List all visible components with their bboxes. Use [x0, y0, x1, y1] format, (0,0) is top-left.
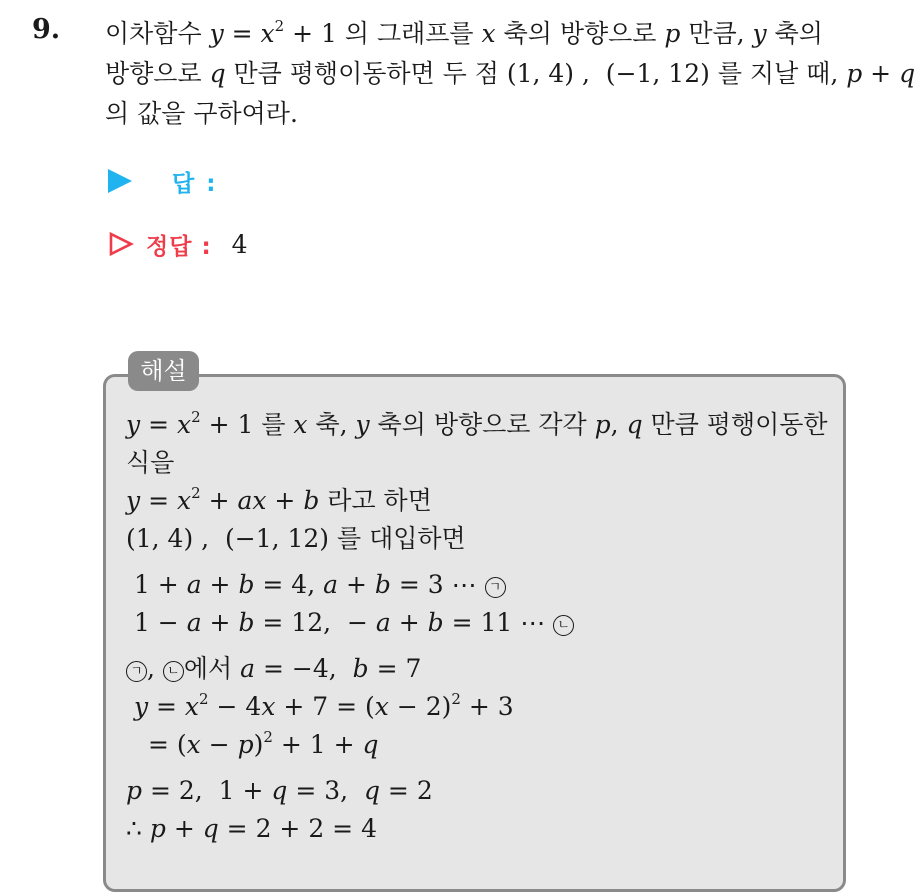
- correct-answer-label: 정답 :: [146, 233, 212, 260]
- solution-line: ㄱ , ㄴ 에서 a = −4, b = 7: [126, 650, 836, 688]
- question-line-3: 의 값을 구하여라.: [105, 99, 298, 128]
- question-number: 9.: [32, 14, 61, 45]
- correct-answer-row: [108, 226, 248, 262]
- solution-line: = $(x - p)^2 + 1 + q$: [148, 728, 379, 759]
- solution-line: (1, 4) , (−1, 12) 를 대입하면: [126, 524, 466, 553]
- solution-content: [126, 406, 836, 848]
- filled-triangle-icon: [108, 169, 132, 193]
- answer-row: [108, 163, 217, 199]
- circled-giyeok-icon: ㄱ: [485, 577, 506, 598]
- solution-line: $y = x^2$ + ax + b 라고 하면: [126, 484, 432, 515]
- solution-line: 식을: [126, 448, 175, 477]
- solution-tag: 해설: [128, 351, 199, 391]
- correct-answer-value: 4: [231, 229, 248, 259]
- solution-line: 1 − a + b = 12, − a + b = 11 ⋯ ㄴ: [126, 604, 836, 642]
- question-line-2: 방향으로 q 만큼 평행이동하면 두 점 (1, 4) , (−1, 12) 를 지날 때, p + q: [105, 59, 915, 88]
- circled-nieun-icon: ㄴ: [553, 615, 574, 636]
- question-line-1: 이차함수 $y = x^2 + 1$ 의 그래프를 x 축의 방향으로 p 만큼, y 축의: [105, 17, 823, 48]
- circled-nieun-icon: ㄴ: [163, 661, 184, 682]
- solution-line: $y = x^2 + 1$ 를 x 축, y 축의 방향으로 각각 p, q 만큼 평행이동한: [126, 408, 828, 439]
- solution-line: ∴ p + q = 2 + 2 = 4: [126, 814, 377, 843]
- circled-giyeok-icon: ㄱ: [126, 661, 147, 682]
- question-text: [105, 14, 915, 134]
- outline-triangle-icon: [108, 231, 134, 257]
- solution-line: 1 + a + b = 4, a + b = 3 ⋯ ㄱ: [126, 566, 836, 604]
- solution-line: p = 2, 1 + q = 3, q = 2: [126, 776, 433, 805]
- answer-label: 답 :: [172, 170, 218, 197]
- solution-line: $y = x^2 - 4x + 7 = (x - 2)^2 + 3$: [133, 690, 514, 721]
